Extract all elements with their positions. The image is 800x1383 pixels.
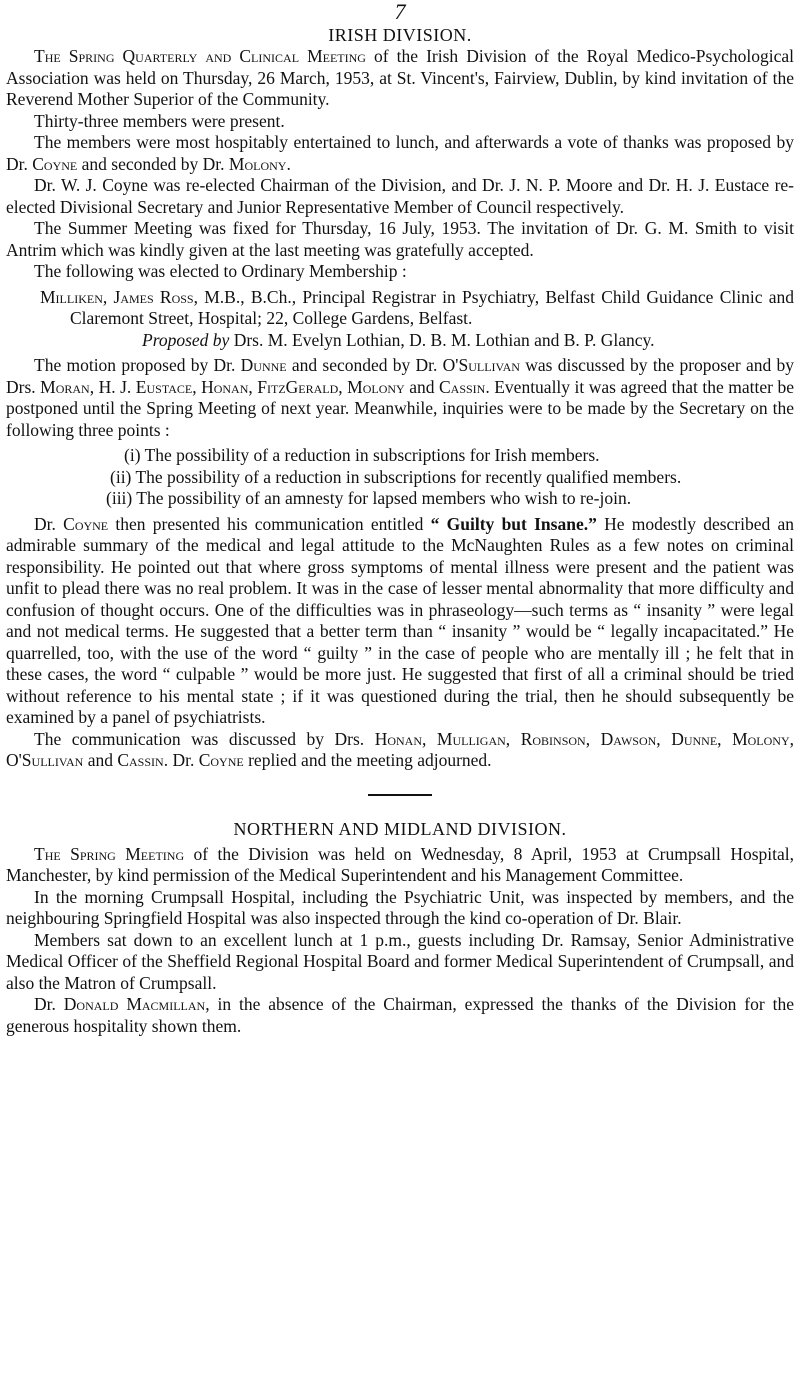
point-2: (ii) The possibility of a reduction in subscriptions for recently qualified members.: [110, 466, 682, 487]
irish-paragraph-7: The motion proposed by Dr. Dunne and seconded by Dr. O'Sullivan was discussed by the proposer and by Drs. Moran, H. J. Eustace, Honan, FitzGerald, Molony and Cassin. Eventually it was agreed that the matter be postponed until the Spring Meeting of next year. Meanwhile, inquiries were to be made by the Secretary on the following three points :: [6, 355, 794, 440]
irish-paragraph-2: Thirty-three members were present.: [34, 110, 285, 131]
communication-title: “ Guilty but Insane.”: [430, 513, 597, 534]
irish-paragraph-5: The Summer Meeting was fixed for Thursday, 16 July, 1953. The invitation of Dr. G. M. Smith to visit Antrim which was kindly given at the last meeting was gratefully accepted.: [6, 218, 794, 260]
member-name: Milliken, James Ross: [40, 286, 194, 307]
irish-paragraph-3: The members were most hospitably entertained to lunch, and afterwards a vote of thanks was proposed by Dr. Coyne and seconded by Dr. Molony.: [6, 132, 794, 174]
irish-paragraph-9: The communication was discussed by Drs. Honan, Mulligan, Robinson, Dawson, Dunne, Molony, O'Sullivan and Cassin. Dr. Coyne replied and the meeting adjourned.: [6, 728, 794, 770]
northern-paragraph-3: Members sat down to an excellent lunch at 1 p.m., guests including Dr. Ramsay, Senior Administrative Medical Officer of the Sheffield Regional Hospital Board and former Medical Superintendent of Crumpsall, and also the Matron of Crumpsall.: [6, 929, 794, 993]
new-member-entry: [6, 287, 794, 330]
northern-midland-division-section: [6, 818, 794, 1038]
northern-division-heading: NORTHERN AND MIDLAND DIVISION.: [233, 818, 567, 839]
section-divider: [368, 794, 432, 796]
page-number: 7: [394, 0, 406, 24]
point-1: (i) The possibility of a reduction in subscriptions for Irish members.: [124, 445, 600, 465]
member-details: , M.B., B.Ch., Principal Registrar in Psychiatry, Belfast Child Guidance Clinic and Claremont Street, Hospital; 22, College Gardens, Belfast.: [70, 286, 794, 328]
irish-paragraph-8: Dr. Coyne then presented his communication entitled “ Guilty but Insane.” He modestly described an admirable summary of the medical and legal attitude to the McNaughten Rules as a few notes on criminal responsibility. He pointed out that where gross symptoms of mental illness were present and the patient was unfit to plead there was no real problem. It was in the case of lesser mental abnormality that more difficulty and confusion of thought occurs. One of the difficulties was in phraseology—such terms as “ insanity ” were legal and not medical terms. He suggested that a better term than “ insanity ” would be “ legally incapacitated.” He quarrelled, too, with the use of the word “ guilty ” in the case of people who are mentally ill ; he felt that in these cases, the word “ culpable ” would be more just. He suggested that first of all a criminal should be tried without reference to his mental state ; if it was questioned during the trial, then he should subsequently be examined by a panel of psychiatrists.: [6, 513, 795, 727]
northern-paragraph-1: The Spring Meeting of the Division was held on Wednesday, 8 April, 1953 at Crumpsall Hospital, Manchester, by kind permission of the Medical Superintendent and his Management Committee.: [6, 843, 794, 885]
irish-division-heading: IRISH DIVISION.: [328, 25, 472, 45]
northern-paragraph-2: In the morning Crumpsall Hospital, including the Psychiatric Unit, was inspected by members, and the neighbouring Springfield Hospital was also inspected through the kind co-operation of Dr. Blair.: [6, 886, 794, 928]
meeting-lead: The Spring Quarterly and Clinical Meeting: [34, 46, 366, 66]
point-3: (iii) The possibility of an amnesty for lapsed members who wish to re-join.: [106, 488, 632, 508]
irish-paragraph-4: Dr. W. J. Coyne was re-elected Chairman of the Division, and Dr. J. N. P. Moore and Dr. H. J. Eustace re-elected Divisional Secretary and Junior Representative Member of Council respectively.: [6, 175, 794, 217]
irish-paragraph-1: The Spring Quarterly and Clinical Meeting of the Irish Division of the Royal Medico-Psychological Association was held on Thursday, 26 March, 1953, at St. Vincent's, Fairview, Dublin, by kind invitation of the Reverend Mother Superior of the Community.: [6, 46, 794, 109]
irish-paragraph-6: The following was elected to Ordinary Membership :: [34, 261, 407, 281]
northern-paragraph-4: Dr. Donald Macmillan, in the absence of the Chairman, expressed the thanks of the Division for the generous hospitality shown them.: [6, 994, 794, 1036]
irish-division-section: [6, 24, 794, 772]
proposers: Proposed by Drs. M. Evelyn Lothian, D. B. M. Lothian and B. P. Glancy.: [142, 329, 655, 350]
